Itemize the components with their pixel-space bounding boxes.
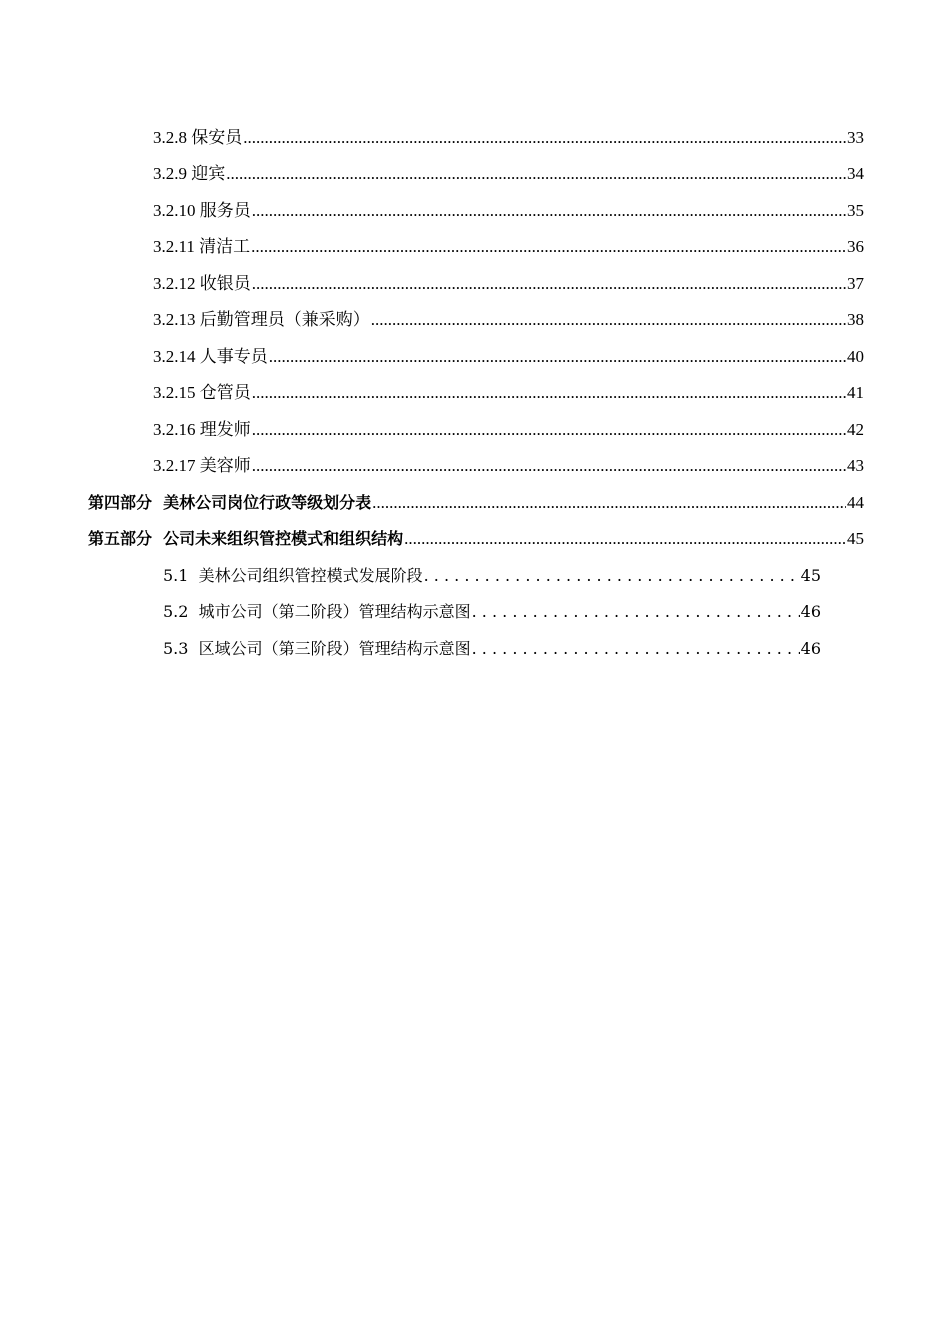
toc-entry-label: 5.3 区域公司（第三阶段）管理结构示意图: [163, 639, 471, 658]
toc-part-4[interactable]: [88, 491, 864, 515]
toc-entry-page: 36: [847, 237, 864, 256]
toc-dot-leader: [226, 162, 846, 186]
toc-entry-page: 40: [847, 347, 864, 366]
toc-entry-3-2-12[interactable]: [153, 272, 864, 296]
toc-entry-label: 5.2 城市公司（第二阶段）管理结构示意图: [163, 602, 471, 621]
toc-dot-leader: [243, 126, 846, 150]
toc-entry-label: 5.1 美林公司组织管控模式发展阶段: [163, 566, 423, 585]
toc-dot-leader: [472, 637, 800, 661]
toc-entry-label: 3.2.14 人事专员: [153, 347, 268, 366]
toc-entry-page: 43: [847, 456, 864, 475]
toc-part-5[interactable]: [88, 527, 864, 551]
toc-dot-leader: [424, 564, 800, 588]
toc-dot-leader: [404, 527, 846, 551]
toc-dot-leader: [372, 491, 846, 515]
toc-entry-page: 41: [847, 383, 864, 402]
toc-entry-label: 3.2.11 清洁工: [153, 237, 251, 256]
toc-entry-label: 3.2.12 收银员: [153, 274, 251, 293]
toc-entry-page: 42: [847, 420, 864, 439]
toc-dot-leader: [252, 418, 846, 442]
toc-part-page: 45: [847, 529, 864, 548]
toc-entry-label: 3.2.10 服务员: [153, 201, 251, 220]
toc-entry-label: 3.2.13 后勤管理员（兼采购）: [153, 310, 370, 329]
toc-dot-leader: [251, 235, 846, 259]
toc-entry-page: 33: [847, 128, 864, 147]
toc-part-label: 第五部分 公司未来组织管控模式和组织结构: [88, 529, 404, 548]
toc-entry-page: 45: [800, 566, 821, 585]
toc-dot-leader: [252, 199, 846, 223]
toc-entry-label: 3.2.16 理发师: [153, 420, 251, 439]
toc-dot-leader: [252, 381, 846, 405]
toc-entry-3-2-9[interactable]: [153, 162, 864, 186]
toc-entry-page: 46: [800, 602, 821, 621]
toc-entry-page: 46: [800, 639, 821, 658]
toc-entry-3-2-17[interactable]: [153, 454, 864, 478]
toc-entry-3-2-16[interactable]: [153, 418, 864, 442]
toc-entry-3-2-15[interactable]: [153, 381, 864, 405]
toc-dot-leader: [252, 454, 846, 478]
toc-entry-page: 37: [847, 274, 864, 293]
toc-part-page: 44: [847, 493, 864, 512]
toc-entry-label: 3.2.15 仓管员: [153, 383, 251, 402]
toc-entry-3-2-14[interactable]: [153, 345, 864, 369]
toc-entry-label: 3.2.9 迎宾: [153, 164, 226, 183]
toc-dot-leader: [472, 600, 800, 624]
toc-entry-label: 3.2.8 保安员: [153, 128, 243, 147]
toc-entry-5-3[interactable]: [163, 637, 821, 661]
toc-part-label: 第四部分 美林公司岗位行政等级划分表: [88, 493, 372, 512]
toc-dot-leader: [371, 308, 846, 332]
toc-entry-3-2-10[interactable]: [153, 199, 864, 223]
toc-entry-page: 34: [847, 164, 864, 183]
toc-entry-page: 35: [847, 201, 864, 220]
toc-entry-3-2-13[interactable]: [153, 308, 864, 332]
toc-entry-page: 38: [847, 310, 864, 329]
toc-entry-5-2[interactable]: [163, 600, 821, 624]
toc-entry-label: 3.2.17 美容师: [153, 456, 251, 475]
toc-entry-3-2-8[interactable]: [153, 126, 864, 150]
toc-entry-3-2-11[interactable]: [153, 235, 864, 259]
toc-dot-leader: [252, 272, 846, 296]
toc-entry-5-1[interactable]: [163, 564, 821, 588]
toc-dot-leader: [269, 345, 846, 369]
